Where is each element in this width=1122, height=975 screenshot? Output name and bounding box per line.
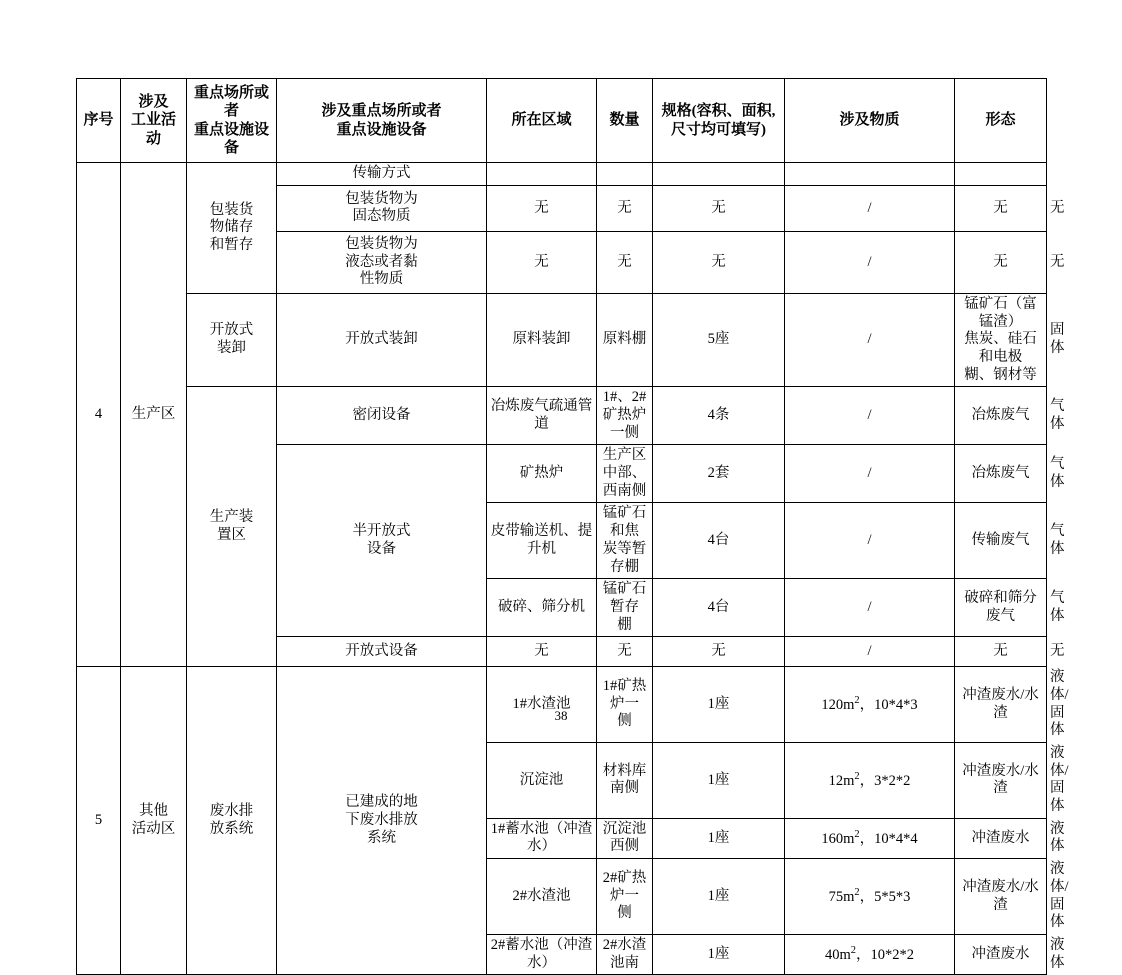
cell-activity-production: [121, 163, 187, 667]
cell-item-semi-open-equipment: 半开放式 设备: [277, 445, 487, 637]
cell-spec: /: [785, 387, 955, 445]
cell-area: 锰矿石和焦 炭等暂存棚: [597, 503, 653, 579]
cell-substance: [785, 163, 955, 186]
cell-zone-production-equipment: 生产装 置区: [187, 387, 277, 667]
cell-subitem: 1#水渣池: [487, 667, 597, 743]
cell-spec: $12m^2$，3*2*2: [785, 743, 955, 819]
cell-area: 2#矿热炉一 侧: [597, 859, 653, 935]
cell-item-solid-packaged: 包装货物为 固态物质: [277, 185, 487, 231]
cell-item-open-equipment: 开放式设备: [277, 637, 487, 667]
cell-seq-5: 5: [77, 667, 121, 975]
cell-spec: $75m^2$，5*5*3: [785, 859, 955, 935]
cell-subitem: 原料装卸: [487, 293, 597, 386]
cell-item-transport-mode: 传输方式: [277, 163, 487, 186]
cell-spec: /: [785, 637, 955, 667]
cell-area: 1#、2# 矿热炉一侧: [597, 387, 653, 445]
header-substance: [785, 79, 955, 163]
cell-area: 2#水渣池南: [597, 934, 653, 974]
cell-quantity: 1座: [653, 667, 785, 743]
header-involved-site-line1: 涉及重点场所或者: [321, 103, 442, 120]
cell-zone-wastewater: 废水排 放系统: [187, 667, 277, 975]
cell-item-sealed-equipment: 密闭设备: [277, 387, 487, 445]
cell-spec: /: [785, 231, 955, 293]
cell-subitem: 无: [487, 231, 597, 293]
cell-quantity: 无: [653, 185, 785, 231]
cell-spec: /: [785, 579, 955, 637]
header-activity: [121, 79, 187, 163]
cell-subitem: 沉淀池: [487, 743, 597, 819]
table-row: 2#蓄水池（冲渣水） 2#水渣池南 1座 $40m^2$，10*2*2 冲渣废水 液体: [77, 934, 1047, 974]
header-state: [955, 79, 1047, 163]
table-row: 皮带输送机、提升机 锰矿石和焦 炭等暂存棚 4台 / 传输废气 气体: [77, 503, 1047, 579]
cell-activity-other: 其他 活动区: [121, 667, 187, 975]
cell-quantity: 1座: [653, 859, 785, 935]
header-activity-line2: 工业活动: [130, 112, 176, 147]
header-key-site-line2: 重点设施设备: [193, 121, 269, 156]
cell-quantity: 4台: [653, 503, 785, 579]
cell-quantity: [597, 163, 653, 186]
cell-subitem: 无: [487, 185, 597, 231]
cell-spec: [653, 163, 785, 186]
cell-subitem: 2#蓄水池（冲渣水）: [487, 934, 597, 974]
activity-value: 生产区: [131, 405, 176, 422]
cell-substance: 破碎和筛分废气: [955, 579, 1047, 637]
cell-substance: 无: [955, 637, 1047, 667]
table-row: 破碎、筛分机 锰矿石暂存 棚 4台 / 破碎和筛分废气 气体: [77, 579, 1047, 637]
cell-substance: 冶炼废气: [955, 387, 1047, 445]
cell-area: 生产区中部、 西南侧: [597, 445, 653, 503]
cell-state: [955, 163, 1047, 186]
cell-area: 无: [597, 185, 653, 231]
header-spec-line2: 尺寸均可填写): [671, 121, 766, 138]
cell-group-open-loading: 开放式 装卸: [187, 293, 277, 386]
cell-spec: $120m^2$，10*4*3: [785, 667, 955, 743]
cell-subitem: 皮带输送机、提升机: [487, 503, 597, 579]
header-area-label: 所在区域: [511, 112, 572, 129]
table-row: 开放式设备 无 无 无 / 无 无: [77, 637, 1047, 667]
header-quantity-label: 数量: [609, 112, 640, 129]
cell-spec: /: [785, 503, 955, 579]
cell-quantity: 无: [653, 637, 785, 667]
table-row: 开放式 装卸 开放式装卸 原料装卸 原料棚 5座 / 锰矿石（富锰渣） 焦炭、硅石和电极 糊、钢材等 固体: [77, 293, 1047, 386]
cell-substance: 冲渣废水/水渣: [955, 859, 1047, 935]
cell-item-liquid-packaged: 包装货物为 液态或者黏 性物质: [277, 231, 487, 293]
cell-quantity: 1座: [653, 934, 785, 974]
cell-spec: /: [785, 445, 955, 503]
cell-subitem: 无: [487, 637, 597, 667]
table-container: [76, 78, 1069, 975]
cell-item-open-loading: 开放式装卸: [277, 293, 487, 386]
cell-subitem: 冶炼废气疏通管道: [487, 387, 597, 445]
cell-quantity: 5座: [653, 293, 785, 386]
header-key-site-line1: 重点场所或者: [193, 85, 269, 120]
cell-spec: /: [785, 293, 955, 386]
seq-value: 4: [94, 405, 103, 422]
cell-substance: 无: [955, 185, 1047, 231]
header-involved-site-line2: 重点设施设备: [336, 121, 427, 138]
cell-substance: 无: [955, 231, 1047, 293]
cell-quantity: 1座: [653, 818, 785, 858]
header-seq-label: 序号: [83, 112, 114, 129]
cell-subitem: 破碎、筛分机: [487, 579, 597, 637]
cell-quantity: 无: [653, 231, 785, 293]
table-row: 包装货物为 固态物质 无 无 无 / 无 无: [77, 185, 1047, 231]
cell-group-packaged-storage: 包装货 物储存 和暂存: [187, 163, 277, 294]
cell-spec: /: [785, 185, 955, 231]
table-row: [77, 163, 1047, 186]
page-number: 38: [554, 708, 568, 723]
header-key-site: [187, 79, 277, 163]
cell-substance: 锰矿石（富锰渣） 焦炭、硅石和电极 糊、钢材等: [955, 293, 1047, 386]
cell-spec: $160m^2$，10*4*4: [785, 818, 955, 858]
cell-item-underground-wastewater: 已建成的地 下废水排放 系统: [277, 667, 487, 975]
cell-area: 无: [597, 637, 653, 667]
header-area: [487, 79, 597, 163]
cell-substance: 冶炼废气: [955, 445, 1047, 503]
cell-subitem: 1#蓄水池（冲渣水）: [487, 818, 597, 858]
header-activity-line1: 涉及: [138, 94, 169, 111]
cell-substance: 冲渣废水: [955, 818, 1047, 858]
cell-substance: 冲渣废水: [955, 934, 1047, 974]
cell-area: 沉淀池西侧: [597, 818, 653, 858]
cell-subitem: 2#水渣池: [487, 859, 597, 935]
table-row: 半开放式 设备 矿热炉 生产区中部、 西南侧 2套 / 冶炼废气 气体: [77, 445, 1047, 503]
cell-area: 锰矿石暂存 棚: [597, 579, 653, 637]
table-row: 沉淀池 材料库南侧 1座 $12m^2$，3*2*2 冲渣废水/水渣 液体/固体: [77, 743, 1047, 819]
cell-substance: 传输废气: [955, 503, 1047, 579]
table-row: 2#水渣池 2#矿热炉一 侧 1座 $75m^2$，5*5*3 冲渣废水/水渣 液体/固体: [77, 859, 1047, 935]
table-row: 生产装 置区 密闭设备 冶炼废气疏通管道 1#、2# 矿热炉一侧 4条 / 冶炼废气 气体: [77, 387, 1047, 445]
cell-seq-4: [77, 163, 121, 667]
cell-subitem: 矿热炉: [487, 445, 597, 503]
cell-substance: 冲渣废水/水渣: [955, 667, 1047, 743]
header-quantity: [597, 79, 653, 163]
cell-area: 1#矿热炉一 侧: [597, 667, 653, 743]
cell-spec: $40m^2$，10*2*2: [785, 934, 955, 974]
header-spec: [653, 79, 785, 163]
cell-quantity: 4台: [653, 579, 785, 637]
cell-area: [487, 163, 597, 186]
header-seq: [77, 79, 121, 163]
cell-area: 无: [597, 231, 653, 293]
table-header-row: [77, 79, 1047, 163]
cell-area: 材料库南侧: [597, 743, 653, 819]
header-state-label: 形态: [985, 112, 1016, 129]
cell-area: 原料棚: [597, 293, 653, 386]
key-facilities-table: [76, 78, 1069, 975]
cell-substance: 冲渣废水/水渣: [955, 743, 1047, 819]
header-involved-site: [277, 79, 487, 163]
header-spec-line1: 规格(容积、面积,: [661, 103, 776, 120]
header-substance-label: 涉及物质: [839, 112, 900, 129]
table-row: 1#蓄水池（冲渣水） 沉淀池西侧 1座 $160m^2$，10*4*4 冲渣废水 液体: [77, 818, 1047, 858]
cell-quantity: 4条: [653, 387, 785, 445]
cell-quantity: 2套: [653, 445, 785, 503]
table-row: 包装货物为 液态或者黏 性物质 无 无 无 / 无 无: [77, 231, 1047, 293]
cell-quantity: 1座: [653, 743, 785, 819]
table-row: 5 其他 活动区 废水排 放系统 已建成的地 下废水排放 系统 1#水渣池 1#矿热炉一 侧 1座 $120m^2$，10*4*3 冲渣废水/水渣 液体/固体: [77, 667, 1047, 743]
